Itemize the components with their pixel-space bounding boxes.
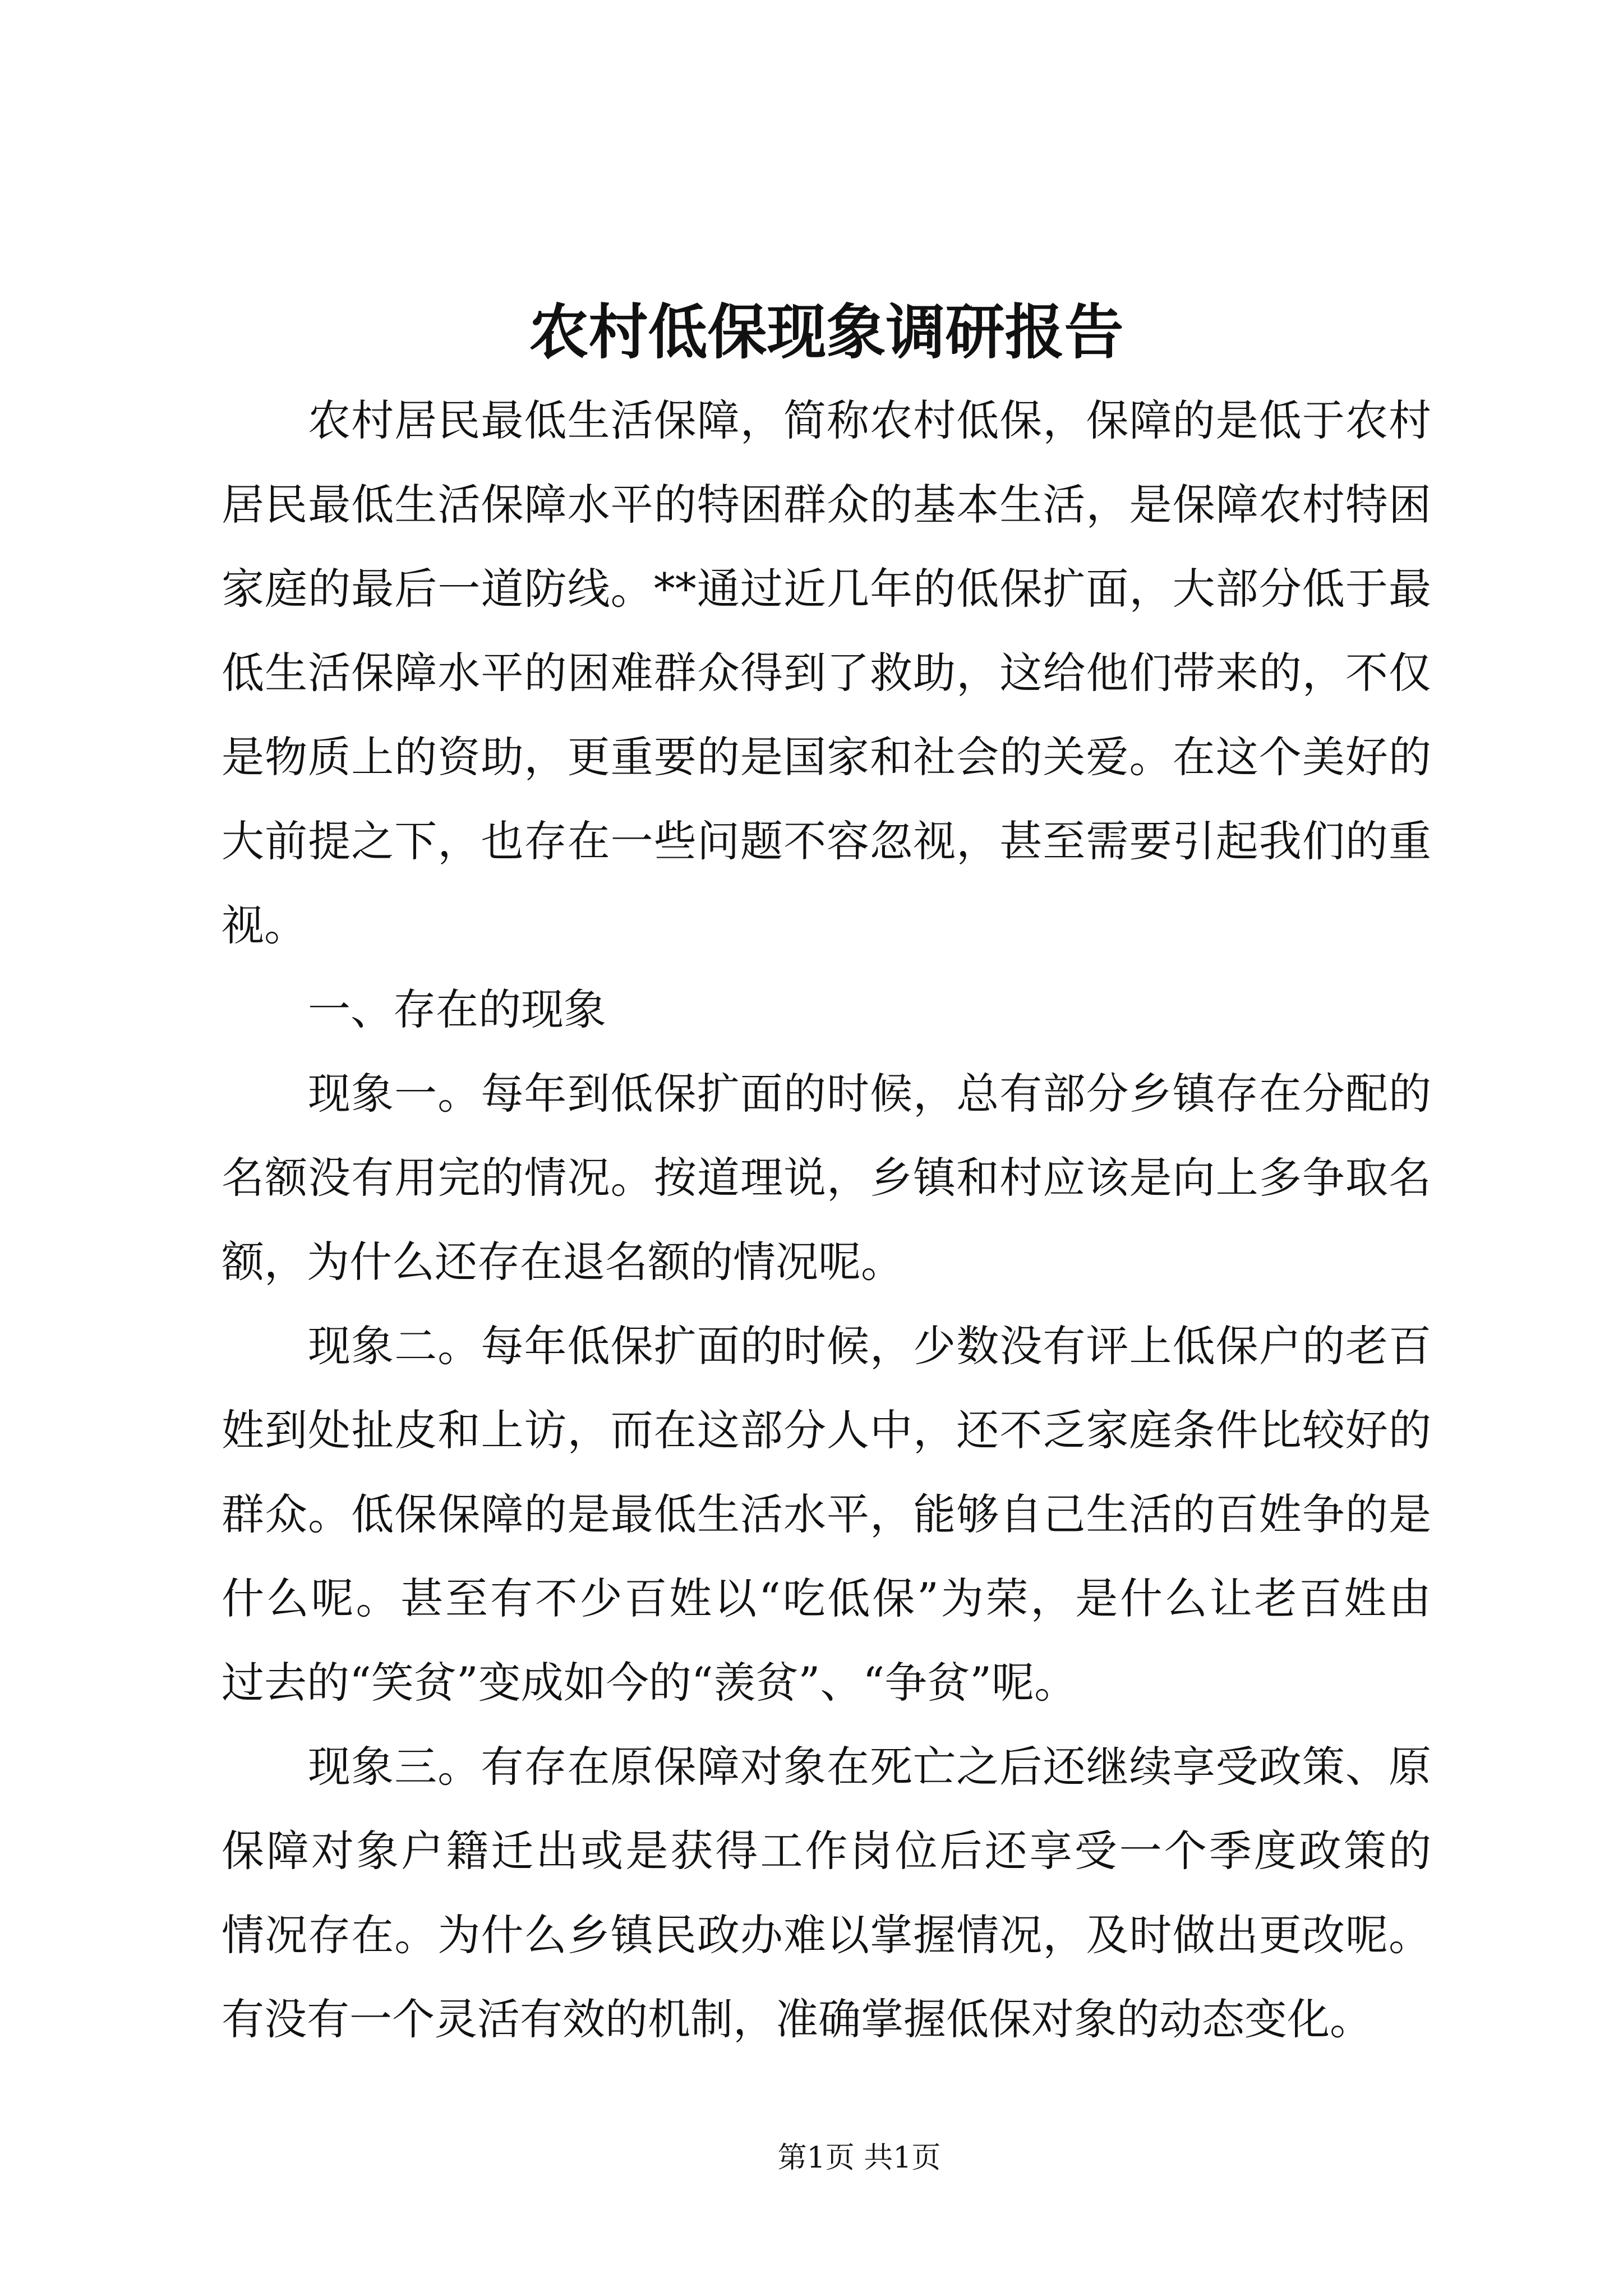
paragraph-line: 有没有一个灵活有效的机制，准确掌握低保对象的动态变化。 [222,1994,1372,2044]
paragraph-line: 视。 [222,900,307,950]
paragraph-line: 大前提之下，也存在一些问题不容忽视，甚至需要引起我们的重 [222,816,1431,866]
paragraph-line: 群众。低保保障的是最低生活水平，能够自己生活的百姓争的是 [222,1489,1431,1539]
paragraph-line: 是物质上的资助，更重要的是国家和社会的关爱。在这个美好的 [222,732,1431,782]
page-footer: 第1页 共1页 [777,2141,941,2175]
paragraph-phenomenon-2 [222,1304,1431,1725]
paragraph-intro [222,379,1431,968]
paragraph-line: 什么呢。甚至有不少百姓以“吃低保”为荣，是什么让老百姓由 [222,1573,1431,1623]
paragraph-line: 姓到处扯皮和上访，而在这部分人中，还不乏家庭条件比较好的 [222,1405,1431,1455]
document-body [222,379,1431,2062]
paragraph-line: 家庭的最后一道防线。**通过近几年的低保扩面，大部分低于最 [222,564,1431,614]
paragraph-line: 现象一。每年到低保扩面的时候，总有部分乡镇存在分配的 [308,1069,1431,1119]
paragraph-line: 额，为什么还存在退名额的情况呢。 [222,1237,903,1287]
paragraph-line: 名额没有用完的情况。按道理说，乡镇和村应该是向上多争取名 [222,1153,1431,1203]
paragraph-line: 保障对象户籍迁出或是获得工作岗位后还享受一个季度政策的 [222,1826,1431,1876]
section-heading: 一、存在的现象 [308,984,606,1034]
paragraph-line: 低生活保障水平的困难群众得到了救助，这给他们带来的，不仅 [222,648,1431,698]
paragraph-line: 现象三。有存在原保障对象在死亡之后还继续享受政策、原 [308,1742,1431,1792]
paragraph-phenomenon-3 [222,1725,1431,2062]
paragraph-line: 情况存在。为什么乡镇民政办难以掌握情况，及时做出更改呢。 [222,1910,1431,1960]
paragraph-line: 农村居民最低生活保障，简称农村低保，保障的是低于农村 [308,395,1431,445]
paragraph-line: 居民最低生活保障水平的特困群众的基本生活，是保障农村特困 [222,480,1431,530]
paragraph-line: 过去的“笑贫”变成如今的“羡贫”、“争贫”呢。 [222,1658,1077,1708]
paragraph-line: 现象二。每年低保扩面的时候，少数没有评上低保户的老百 [308,1321,1431,1371]
paragraph-phenomenon-1 [222,1052,1431,1304]
document-title: 农村低保现象调研报告 [529,297,1124,367]
